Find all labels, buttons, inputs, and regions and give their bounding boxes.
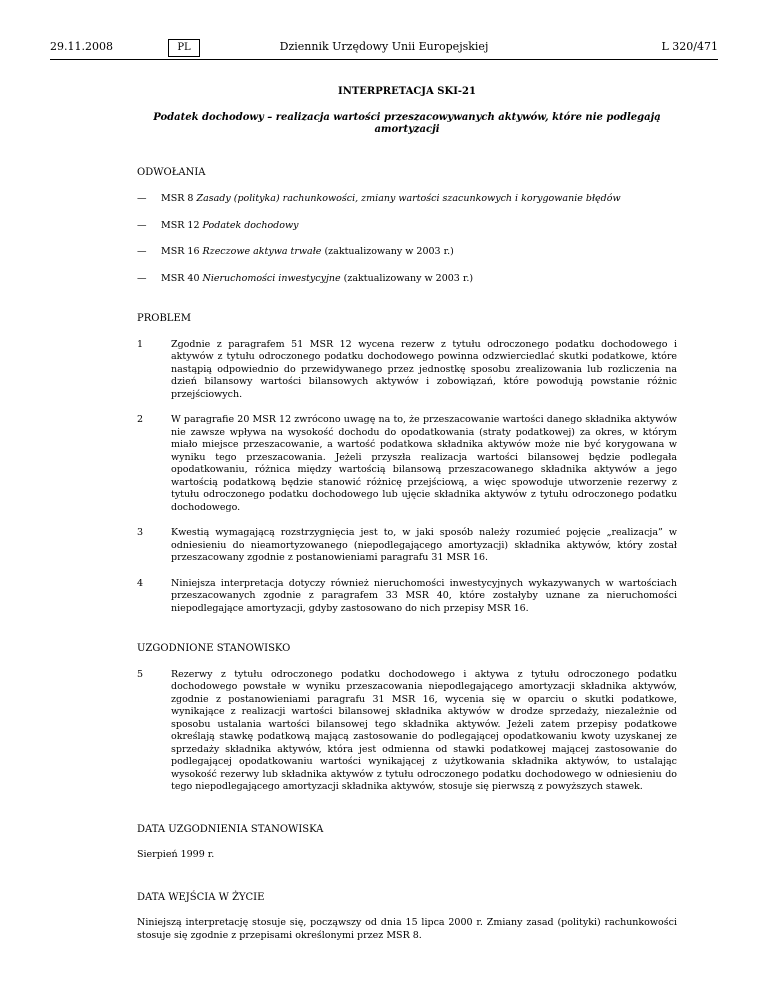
consensus-heading: UZGODNIONE STANOWISKO — [137, 643, 291, 654]
document-title: INTERPRETACJA SKI-21 — [338, 86, 476, 97]
paragraph-number: 2 — [137, 414, 144, 425]
effective-date-heading: DATA WEJŚCIA W ŻYCIE — [137, 891, 265, 903]
reference-title: Nieruchomości inwestycyjne — [202, 272, 341, 284]
paragraph — [137, 669, 677, 794]
list-dash: — — [137, 246, 147, 257]
reference-code: MSR 12 — [161, 219, 203, 231]
header-divider — [50, 59, 718, 60]
paragraph — [137, 578, 677, 616]
reference-note: (zaktualizowany w 2003 r.) — [321, 246, 454, 257]
consensus-date-heading: DATA UZGODNIENIA STANOWISKA — [137, 823, 324, 835]
references-heading: ODWOŁANIA — [137, 166, 206, 178]
paragraph-number: 5 — [137, 668, 144, 680]
paragraph-text: Kwestią wymagającą rozstrzygnięcia jest to, w jaki sposób należy rozumieć pojęcie „realizacja” w odniesieniu do nieamortyzowanego (niepodlegającego amortyzacji) składnika aktywów, który został przeszacowany zgodnie z postanowieniami paragrafu 31 MSR 16. — [171, 527, 677, 563]
paragraph-number: 3 — [137, 527, 144, 538]
effective-date-text: Niniejszą interpretację stosuje się, począwszy od dnia 15 lipca 2000 r. Zmiany zasad (polityki) rachunkowości stosuje się zgodnie z przepisami określonymi przez MSR 8. — [137, 917, 677, 941]
reference-title: Zasady (polityka) rachunkowości, zmiany wartości szacunkowych i korygowanie błędów — [196, 193, 621, 204]
paragraph — [137, 414, 677, 514]
list-dash: — — [137, 219, 147, 231]
list-dash: — — [137, 272, 147, 284]
paragraph — [137, 527, 677, 565]
paragraph-number: 1 — [137, 338, 144, 350]
references-list — [137, 193, 677, 285]
paragraph-text: Rezerwy z tytułu odroczonego podatku dochodowego i aktywa z tytułu odroczonego podatku dochodowego powstałe w wyniku przeszacowania niepodlegającego amortyzacji składnika aktywów, zgodnie z postanowieniami paragrafu 31 MSR 16, wycenia się w oparciu o skutki podatkowe, wynikające z realizacji wartości bilansowej składnika aktywów w drodze sprzedaży, niezależnie od sposobu ustalania wartości bilansowej tego składnika aktywów. Jeżeli zatem przepisy podatkowe określają stawkę podatkową mającą zastosowanie do podlegającej opodatkowaniu kwoty uzyskanej ze sprzedaży składnika aktywów, która jest odmienna od stawki podatkowej mającej zastosowanie do podlegającej opodatkowaniu wartości wynikającej z użytkowania składnika aktywów, to ustalając wysokość rezerwy lub składnika aktywów z tytułu odroczonego podatku dochodowego w odniesieniu do tego niepodlegającego amortyzacji składnika aktywów, stosuje się pierwszą z powyższych stawek. — [171, 668, 677, 792]
reference-code: MSR 8 — [161, 193, 197, 204]
paragraph-text: Zgodnie z paragrafem 51 MSR 12 wycena rezerw z tytułu odroczonego podatku dochodowego i aktywów z tytułu odroczonego podatku dochodowego powinna odzwierciedlać skutki podatkowe, które nastąpią odpowiednio do przewidywanego przez jednostkę sposobu zrealizowania lub rozliczenia na dzień bilansowy wartości bilansowych aktywów i zobowiązań, które powodują powstanie różnic przejściowych. — [171, 338, 677, 400]
journal-title: Dziennik Urzędowy Unii Europejskiej — [279, 40, 489, 53]
page-reference: L 320/471 — [661, 40, 718, 53]
reference-item — [137, 273, 677, 286]
document-body — [137, 86, 677, 942]
publication-date: 29.11.2008 — [50, 40, 113, 53]
paragraph-number: 4 — [137, 577, 144, 589]
paragraph-text: W paragrafie 20 MSR 12 zwrócono uwagę na to, że przeszacowanie wartości danego składnika aktywów nie zawsze wpływa na wysokość dochodu do opodatkowania (straty podatkowej) za okres, w którym miało miejsce przeszacowanie, a wartość podatkowa składnika aktywów może nie być korygowana w wyniku tego przeszacowania. Jeżeli przyszła realizacja wartości bilansowej będzie podlegała opodatkowaniu, różnica między wartością bilansową przeszacowanego składnika aktywów a jego wartością podatkową będzie stanowić różnicę przejściową, a więc spowoduje utworzenie rezerwy z tytułu odroczonego podatku dochodowego lub ujęcie składnika aktywów z tytułu odroczonego podatku dochodowego. — [171, 414, 677, 513]
document-subtitle: Podatek dochodowy – realizacja wartości przeszacowywanych aktywów, które nie podlegają amortyzacji — [153, 111, 661, 135]
reference-note: (zaktualizowany w 2003 r.) — [340, 272, 474, 284]
paragraph — [137, 339, 677, 402]
page-header — [50, 40, 718, 60]
list-dash: — — [137, 193, 147, 204]
language-badge: PL — [168, 39, 200, 57]
reference-code: MSR 16 — [161, 246, 203, 257]
reference-item — [137, 246, 677, 259]
paragraph-text: Niniejsza interpretacja dotyczy również nieruchomości inwestycyjnych wykazywanych w wartościach przeszacowanych zgodnie z paragrafem 33 MSR 40, które zostałyby uznane za nieruchomości niepodlegające amortyzacji, gdyby zastosowano do nich przepisy MSR 16. — [171, 577, 677, 614]
problem-heading: PROBLEM — [137, 313, 191, 324]
reference-title: Rzeczowe aktywa trwałe — [202, 246, 322, 257]
reference-title: Podatek dochodowy — [202, 219, 299, 231]
reference-item — [137, 220, 677, 233]
reference-code: MSR 40 — [161, 272, 203, 284]
reference-item — [137, 193, 677, 206]
consensus-date-text: Sierpień 1999 r. — [137, 849, 215, 860]
